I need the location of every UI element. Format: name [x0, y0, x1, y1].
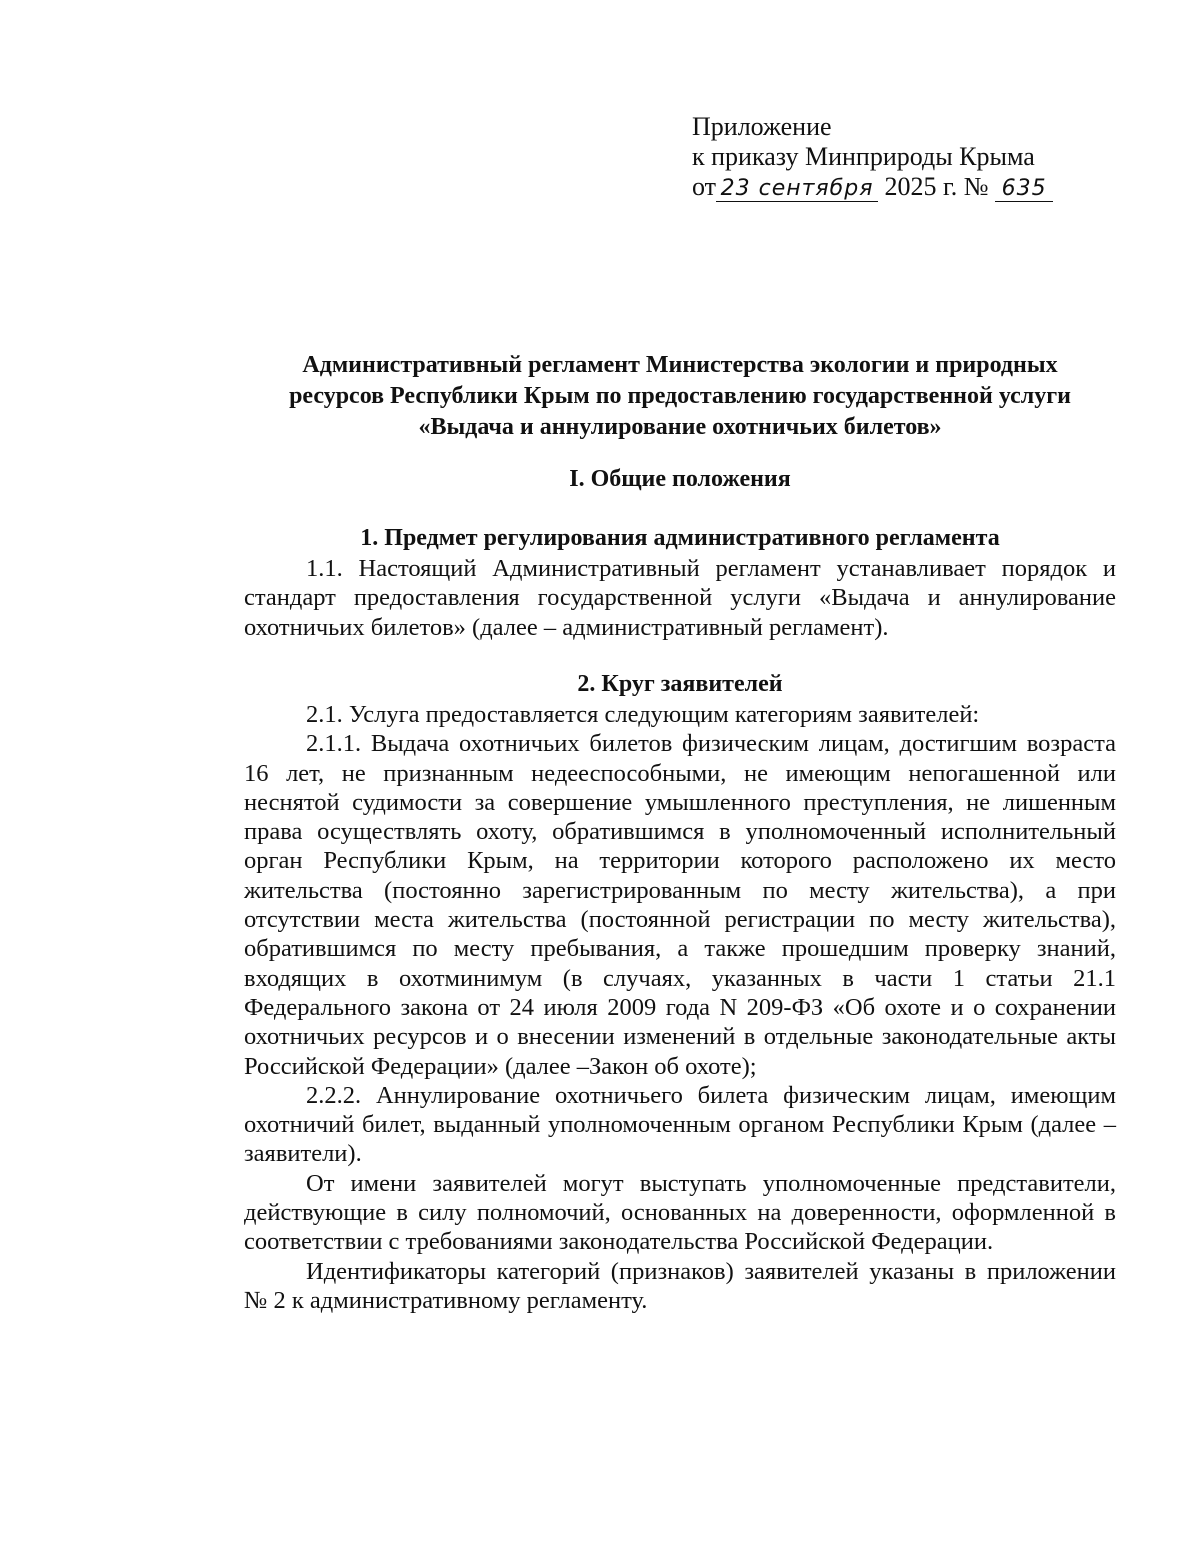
title-line-3: «Выдача и аннулирование охотничьих билетов» — [418, 414, 942, 440]
section-subject-heading: 1. Предмет регулирования административного регламента — [360, 525, 1000, 551]
section-general-heading: I. Общие положения — [569, 466, 791, 492]
section-applicants-heading: 2. Круг заявителей — [577, 671, 783, 697]
appendix-year-number-label: 2025 г. № — [884, 172, 989, 201]
paragraph-block-subject — [244, 554, 1116, 642]
appendix-order-ref: к приказу Минприроды Крыма — [692, 142, 1035, 171]
paragraph-2-2-2: 2.2.2. Аннулирование охотничьего билета физическим лицам, имеющим охотничий билет, выданный уполномоченным органом Республики Крым (далее – заявители). — [244, 1081, 1116, 1168]
paragraph-2-1: 2.1. Услуга предоставляется следующим категориям заявителей: — [306, 701, 980, 728]
paragraph-1-1: 1.1. Настоящий Административный регламент устанавливает порядок и стандарт предоставления государственной услуги «Выдача и аннулирование охотничьих билетов» (далее – административный регламент). — [244, 555, 1116, 641]
paragraph-2-1-1: 2.1.1. Выдача охотничьих билетов физическим лицам, достигшим возраста 16 лет, не признанным недееспособными, не имеющим непогашенной или неснятой судимости за совершение умышленного преступления, не лишенным права осуществлять охоту, обратившимся в уполномоченный исполнительный орган Республики Крым, на территории которого расположено их место жительства (постоянно зарегистрированным по месту жительства), а при отсутствии места жительства (постоянной регистрации по месту жительства), обратившимся по месту пребывания, а также прошедшим проверку знаний, входящих в охотминимум (в случаях, указанных в части 1 статьи 21.1 Федерального закона от 24 июля 2009 года N 209-ФЗ «Об охоте и о сохранении охотничьих ресурсов и о внесении изменений в отдельные законодательные акты Российской Федерации» (далее –Закон об охоте); — [244, 730, 1116, 1080]
document-title — [244, 350, 1116, 443]
handwritten-date: 23 сентября — [716, 177, 878, 202]
paragraph-block-applicants — [244, 700, 1116, 1315]
paragraph-identifiers: Идентификаторы категорий (признаков) заявителей указаны в приложении № 2 к административному регламенту. — [244, 1257, 1116, 1314]
paragraph-representatives: От имени заявителей могут выступать уполномоченные представители, действующие в силу полномочий, основанных на доверенности, оформленной в соответствии с требованиями законодательства Российской Федерации. — [244, 1169, 1116, 1256]
appendix-block — [692, 112, 1053, 202]
title-line-1: Административный регламент Министерства экологии и природных — [302, 352, 1058, 378]
handwritten-order-number: 635 — [995, 177, 1053, 202]
appendix-label: Приложение — [692, 112, 832, 141]
appendix-date-line — [692, 172, 1053, 202]
appendix-from-prefix: от — [692, 172, 717, 201]
title-line-2: ресурсов Республики Крым по предоставлению государственной услуги — [289, 383, 1071, 409]
